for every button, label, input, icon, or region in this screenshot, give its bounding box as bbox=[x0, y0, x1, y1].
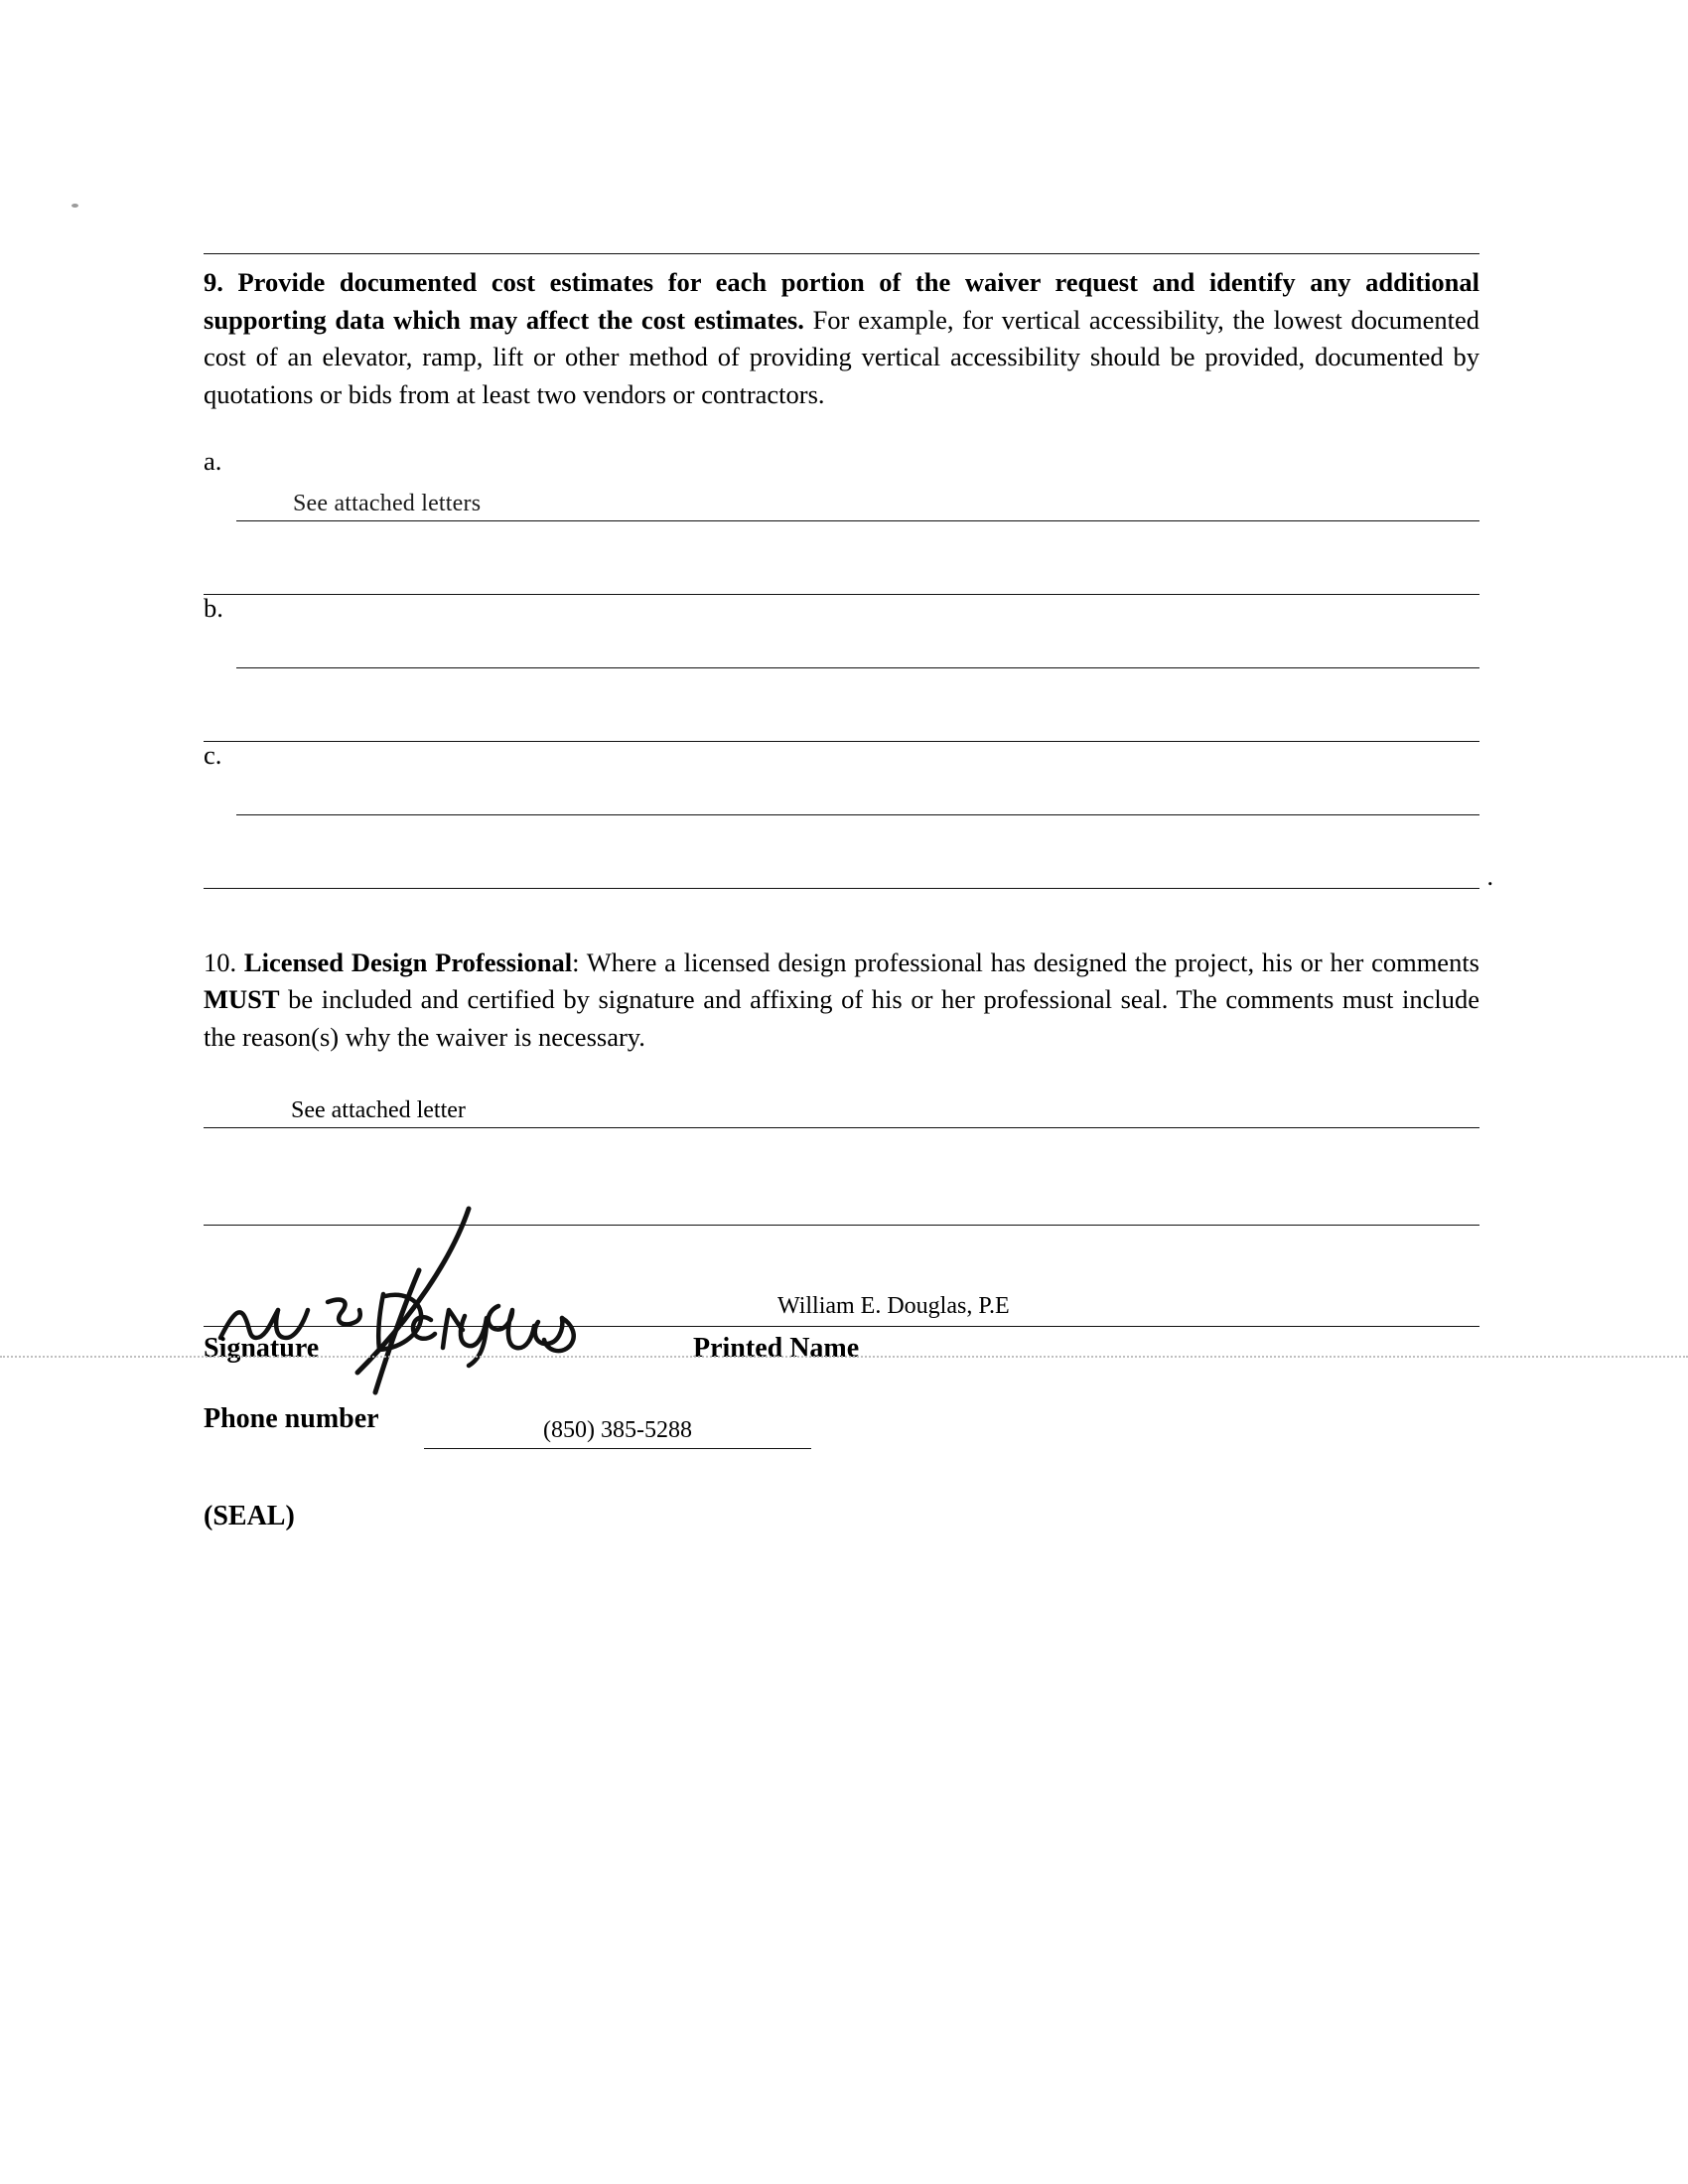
item-9-paragraph bbox=[204, 264, 1479, 414]
item-10-must: MUST bbox=[204, 984, 280, 1015]
phone-value[interactable]: (850) 385-5288 bbox=[424, 1417, 811, 1449]
signature-area bbox=[204, 1090, 1479, 1387]
scan-speck bbox=[71, 204, 78, 208]
answer-value-a: See attached letters bbox=[293, 490, 482, 516]
item-10-text-part1: : Where a licensed design professional has designed the project, his or her comments bbox=[572, 946, 1479, 977]
answer-row-c bbox=[204, 739, 1479, 815]
item-10-bold-lead: Licensed Design Professional bbox=[243, 946, 573, 977]
answer-label-c: c. bbox=[204, 739, 222, 770]
item-9-bold-lead: Provide documented cost estimates for each portion of the waiver request and identify any additional supporting data which may affect the cost estimates. bbox=[204, 267, 1479, 335]
item-9-number: 9. bbox=[204, 267, 223, 297]
item-9-answer-lines bbox=[204, 445, 1493, 891]
answer-row-c2 bbox=[204, 815, 1493, 891]
item-9-rest: For example, for vertical accessibility, the lowest documented cost of an elevator, ramp, lift or other method of providing vertical accessibility should be provided, documented by quotations or bids from at least two vendors or contractors. bbox=[204, 304, 1479, 409]
answer-label-b: b. bbox=[204, 592, 223, 623]
item-10-paragraph bbox=[204, 945, 1479, 1057]
answer-rule-c2[interactable] bbox=[204, 861, 1493, 891]
answer-row-b2 bbox=[204, 668, 1479, 742]
answer-row-a2 bbox=[204, 521, 1479, 595]
item-10-comment-value: See attached letter bbox=[291, 1097, 466, 1124]
scan-artifact-band bbox=[0, 1356, 1688, 1358]
answer-row-b bbox=[204, 592, 1479, 668]
signature-label: Signature bbox=[204, 1333, 320, 1365]
item-10-number: 10. bbox=[204, 946, 237, 977]
printed-name-label: Printed Name bbox=[693, 1333, 860, 1365]
top-divider bbox=[204, 253, 1479, 254]
document-content bbox=[204, 253, 1493, 1532]
answer-label-a: a. bbox=[204, 445, 222, 476]
answer-row-a bbox=[204, 445, 1479, 521]
seal-label: (SEAL) bbox=[204, 1501, 295, 1532]
phone-label: Phone number bbox=[204, 1403, 379, 1435]
trailing-period: . bbox=[1486, 861, 1493, 891]
item-10-comment-rule[interactable] bbox=[204, 1127, 1479, 1128]
handwritten-signature bbox=[209, 1199, 665, 1397]
item-10-text-part2: be included and certified by signature and affixing of his or her professional seal. The comments must include the reason(s) why the waiver is necessary. bbox=[204, 984, 1479, 1052]
phone-row bbox=[204, 1403, 1479, 1459]
printed-name-value: William E. Douglas, P.E bbox=[777, 1293, 1010, 1320]
